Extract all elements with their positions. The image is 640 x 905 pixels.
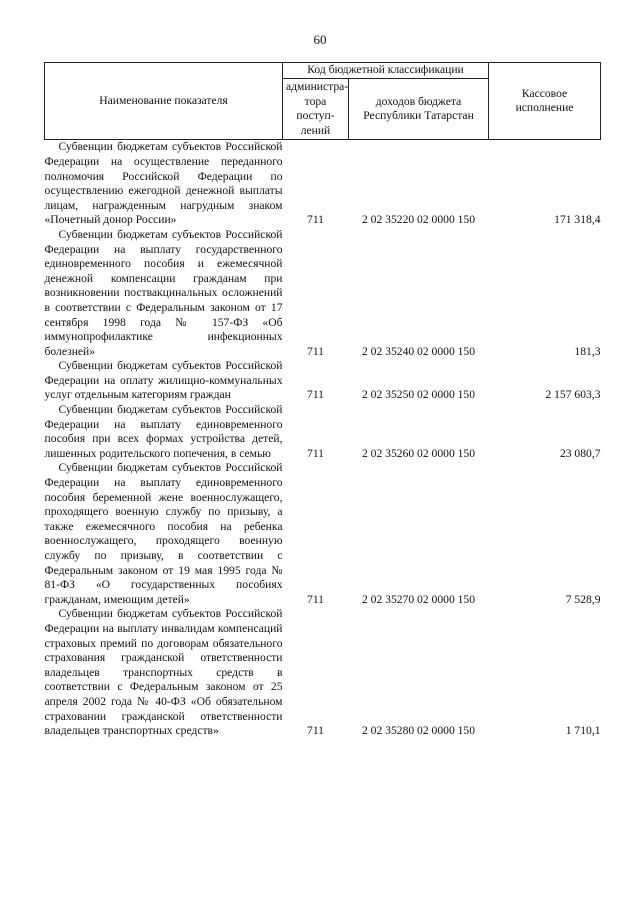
table-header <box>45 63 601 140</box>
row-amount: 171 318,4 <box>554 213 601 227</box>
row-admin-code: 711 <box>307 213 324 227</box>
table-row <box>45 228 601 359</box>
row-admin-code: 711 <box>307 592 324 606</box>
header-admin-column: администра-тора поступ-лений <box>283 79 349 140</box>
row-name: Субвенции бюджетам субъектов Российской Федерации на выплату единовременного пособия при всех формах устройства детей, лишенных родительского попечения, в семью <box>44 403 283 460</box>
table-row <box>45 359 601 403</box>
row-revenue-code: 2 02 35240 02 0000 150 <box>361 344 476 358</box>
row-name: Субвенции бюджетам субъектов Российской Федерации на выплату государственного единовременного пособия и ежемесячной денежной компенсации гражданам при возникновении поствакцинальных осложнений в соответствии с Федеральным законом от 17 сентября 1998 года № 157-ФЗ «Об иммунопрофилактике инфекционных болезней» <box>44 227 283 358</box>
row-admin-code: 711 <box>307 724 324 738</box>
table-row <box>45 140 601 228</box>
row-name: Субвенции бюджетам субъектов Российской Федерации на оплату жилищно-коммунальных услуг отдельным категориям граждан <box>44 359 283 402</box>
row-revenue-code: 2 02 35280 02 0000 150 <box>361 724 476 738</box>
table-row <box>45 607 601 738</box>
header-amount-column: Кассовое исполнение <box>489 63 601 140</box>
row-revenue-code: 2 02 35220 02 0000 150 <box>361 213 476 227</box>
row-revenue-code: 2 02 35260 02 0000 150 <box>361 446 476 460</box>
row-amount: 7 528,9 <box>565 592 601 606</box>
header-name-column: Наименование показателя <box>45 63 283 140</box>
header-classification-group: Код бюджетной классификации <box>283 63 489 79</box>
row-revenue-code: 2 02 35250 02 0000 150 <box>361 388 476 402</box>
table-row <box>45 403 601 461</box>
row-amount: 181,3 <box>574 344 601 358</box>
row-name: Субвенции бюджетам субъектов Российской Федерации на осуществление переданного полномочия Российской Федерации по осуществлению ежегодной денежной выплаты лицам, награжденным нагрудным знаком «Почетный донор России» <box>44 140 283 227</box>
row-admin-code: 711 <box>307 446 324 460</box>
row-revenue-code: 2 02 35270 02 0000 150 <box>361 592 476 606</box>
row-admin-code: 711 <box>307 344 324 358</box>
row-name: Субвенции бюджетам субъектов Российской Федерации на выплату инвалидам компенсаций страховых премий по договорам обязательного страхования гражданской ответственности владельцев транспортных средств в соответствии с Федеральным законом от 25 апреля 2002 года № 40-ФЗ «Об обязательном страховании гражданской ответственности владельцев транспортных средств» <box>44 607 283 738</box>
row-name: Субвенции бюджетам субъектов Российской Федерации на выплату единовременного пособия беременной жене военнослужащего, проходящего военную службу по призыву, а также ежемесячного пособия на ребенка военнослужащего, проходящего военную службу по призыву, в соответствии с Федеральным законом от 19 мая 1995 года № 81-ФЗ «О государственных пособиях гражданам, имеющим детей» <box>44 461 283 606</box>
page-number: 60 <box>313 32 327 47</box>
row-amount: 1 710,1 <box>565 724 601 738</box>
row-amount: 2 157 603,3 <box>545 388 601 402</box>
table-body <box>45 140 601 739</box>
budget-table <box>44 62 601 739</box>
table-row <box>45 461 601 607</box>
row-amount: 23 080,7 <box>559 446 601 460</box>
header-code-column: доходов бюджета Республики Татарстан <box>349 79 489 140</box>
row-admin-code: 711 <box>307 388 324 402</box>
